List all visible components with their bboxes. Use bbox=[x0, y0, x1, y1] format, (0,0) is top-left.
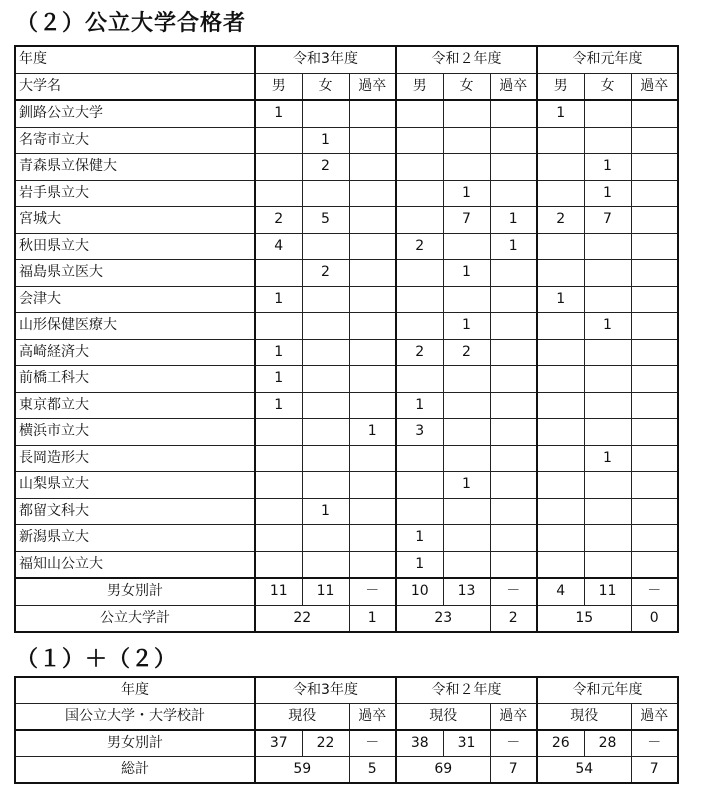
count-cell bbox=[537, 154, 584, 181]
count-cell: 1 bbox=[302, 127, 349, 154]
count-cell: 1 bbox=[584, 445, 631, 472]
count-cell bbox=[396, 100, 443, 127]
count-cell: 5 bbox=[302, 207, 349, 234]
count-cell bbox=[631, 339, 678, 366]
count-cell: 1 bbox=[537, 100, 584, 127]
count-cell bbox=[349, 260, 396, 287]
count-cell bbox=[349, 233, 396, 260]
count-cell bbox=[584, 525, 631, 552]
count-cell bbox=[396, 498, 443, 525]
count-cell: 1 bbox=[443, 180, 490, 207]
count-cell bbox=[349, 525, 396, 552]
sub-header: 過卒 bbox=[631, 704, 678, 731]
university-name: 横浜市立大 bbox=[15, 419, 255, 446]
count-cell: 1 bbox=[584, 154, 631, 181]
count-cell bbox=[537, 313, 584, 340]
count-cell bbox=[302, 286, 349, 313]
count-cell bbox=[537, 525, 584, 552]
count-cell bbox=[631, 525, 678, 552]
count-cell bbox=[302, 366, 349, 393]
count-cell bbox=[349, 472, 396, 499]
count-cell bbox=[631, 392, 678, 419]
gender-total-label: 男女別計 bbox=[15, 578, 255, 605]
count-cell: 1 bbox=[255, 366, 302, 393]
count-cell: 1 bbox=[584, 313, 631, 340]
count-cell: 1 bbox=[584, 180, 631, 207]
university-name: 宮城大 bbox=[15, 207, 255, 234]
count-cell bbox=[349, 313, 396, 340]
count-cell bbox=[631, 419, 678, 446]
count-cell: 1 bbox=[537, 286, 584, 313]
count-cell bbox=[631, 472, 678, 499]
count-cell bbox=[302, 180, 349, 207]
count-cell bbox=[631, 207, 678, 234]
count-cell bbox=[584, 366, 631, 393]
gender-total-cell: 4 bbox=[537, 578, 584, 605]
count-cell: 1 bbox=[396, 551, 443, 578]
year-header: 令和元年度 bbox=[537, 46, 678, 73]
count-cell bbox=[302, 392, 349, 419]
count-cell: 2 bbox=[443, 339, 490, 366]
count-cell bbox=[396, 313, 443, 340]
university-name: 新潟県立大 bbox=[15, 525, 255, 552]
university-name: 釧路公立大学 bbox=[15, 100, 255, 127]
count-cell bbox=[584, 233, 631, 260]
university-row bbox=[15, 127, 678, 154]
grand-total-cell: 54 bbox=[537, 757, 631, 784]
gender-total-row bbox=[15, 730, 678, 757]
count-cell bbox=[255, 551, 302, 578]
university-row bbox=[15, 339, 678, 366]
university-name: 福島県立医大 bbox=[15, 260, 255, 287]
count-cell: 1 bbox=[396, 525, 443, 552]
gender-total-cell: － bbox=[349, 578, 396, 605]
count-cell: 1 bbox=[255, 392, 302, 419]
sub-header-row bbox=[15, 704, 678, 731]
count-cell bbox=[490, 392, 537, 419]
count-cell bbox=[443, 286, 490, 313]
gender-total-cell: 37 bbox=[255, 730, 302, 757]
count-cell: 1 bbox=[255, 339, 302, 366]
grand-total-cell: 15 bbox=[537, 605, 631, 632]
university-row bbox=[15, 419, 678, 446]
count-cell bbox=[631, 260, 678, 287]
count-cell bbox=[443, 100, 490, 127]
count-cell: 1 bbox=[255, 286, 302, 313]
sub-header: 女 bbox=[584, 73, 631, 100]
gender-total-row bbox=[15, 578, 678, 605]
gender-total-cell: 11 bbox=[584, 578, 631, 605]
count-cell bbox=[349, 127, 396, 154]
count-cell bbox=[255, 498, 302, 525]
grand-total-cell: 22 bbox=[255, 605, 349, 632]
count-cell bbox=[537, 260, 584, 287]
count-cell: 1 bbox=[349, 419, 396, 446]
grand-total-cell: 59 bbox=[255, 757, 349, 784]
university-row bbox=[15, 551, 678, 578]
count-cell bbox=[584, 286, 631, 313]
count-cell bbox=[631, 100, 678, 127]
university-name: 岩手県立大 bbox=[15, 180, 255, 207]
count-cell bbox=[631, 233, 678, 260]
count-cell bbox=[631, 313, 678, 340]
count-cell: 2 bbox=[302, 260, 349, 287]
sub-header-row bbox=[15, 73, 678, 100]
count-cell bbox=[537, 551, 584, 578]
count-cell bbox=[537, 392, 584, 419]
university-name: 前橋工科大 bbox=[15, 366, 255, 393]
count-cell bbox=[490, 180, 537, 207]
count-cell bbox=[302, 419, 349, 446]
count-cell bbox=[302, 525, 349, 552]
university-row bbox=[15, 154, 678, 181]
university-name: 秋田県立大 bbox=[15, 233, 255, 260]
count-cell bbox=[584, 127, 631, 154]
university-row bbox=[15, 445, 678, 472]
count-cell: 1 bbox=[443, 260, 490, 287]
year-header: 令和3年度 bbox=[255, 46, 396, 73]
year-header: 令和3年度 bbox=[255, 677, 396, 704]
count-cell bbox=[584, 100, 631, 127]
grand-total-cell: 2 bbox=[490, 605, 537, 632]
count-cell bbox=[349, 551, 396, 578]
year-label: 年度 bbox=[15, 677, 255, 704]
gender-total-cell: － bbox=[349, 730, 396, 757]
combined-total-table bbox=[14, 676, 679, 784]
count-cell: 1 bbox=[255, 100, 302, 127]
count-cell bbox=[537, 498, 584, 525]
count-cell bbox=[443, 551, 490, 578]
grand-total-cell: 7 bbox=[490, 757, 537, 784]
count-cell bbox=[396, 260, 443, 287]
count-cell bbox=[537, 180, 584, 207]
grand-total-label: 公立大学計 bbox=[15, 605, 255, 632]
university-name: 山形保健医療大 bbox=[15, 313, 255, 340]
count-cell bbox=[537, 445, 584, 472]
grand-total-cell: 5 bbox=[349, 757, 396, 784]
sub-header: 男 bbox=[255, 73, 302, 100]
count-cell bbox=[490, 286, 537, 313]
university-name: 福知山公立大 bbox=[15, 551, 255, 578]
count-cell bbox=[396, 154, 443, 181]
count-cell bbox=[443, 445, 490, 472]
count-cell bbox=[396, 472, 443, 499]
count-cell: 2 bbox=[255, 207, 302, 234]
gender-total-cell: － bbox=[631, 730, 678, 757]
count-cell bbox=[490, 366, 537, 393]
count-cell bbox=[349, 180, 396, 207]
sub-header: 過卒 bbox=[490, 73, 537, 100]
sub-header: 過卒 bbox=[490, 704, 537, 731]
count-cell bbox=[349, 366, 396, 393]
count-cell bbox=[302, 339, 349, 366]
university-row bbox=[15, 180, 678, 207]
count-cell: 7 bbox=[584, 207, 631, 234]
count-cell bbox=[490, 472, 537, 499]
section-title-combined: （１）＋（２） bbox=[16, 647, 178, 672]
count-cell bbox=[537, 419, 584, 446]
sub-header: 男 bbox=[396, 73, 443, 100]
count-cell bbox=[490, 551, 537, 578]
grand-total-label: 総計 bbox=[15, 757, 255, 784]
gender-total-label: 男女別計 bbox=[15, 730, 255, 757]
university-row bbox=[15, 233, 678, 260]
sub-header: 男 bbox=[537, 73, 584, 100]
gender-total-cell: 10 bbox=[396, 578, 443, 605]
count-cell bbox=[396, 366, 443, 393]
gender-total-cell: 11 bbox=[302, 578, 349, 605]
count-cell bbox=[631, 366, 678, 393]
count-cell: 1 bbox=[490, 233, 537, 260]
university-name: 都留文科大 bbox=[15, 498, 255, 525]
university-name: 名寄市立大 bbox=[15, 127, 255, 154]
count-cell: 1 bbox=[396, 392, 443, 419]
count-cell bbox=[255, 260, 302, 287]
count-cell bbox=[443, 498, 490, 525]
gender-total-cell: 26 bbox=[537, 730, 584, 757]
count-cell bbox=[537, 472, 584, 499]
count-cell bbox=[255, 154, 302, 181]
count-cell bbox=[443, 525, 490, 552]
university-row bbox=[15, 286, 678, 313]
count-cell bbox=[255, 180, 302, 207]
count-cell bbox=[349, 100, 396, 127]
count-cell bbox=[537, 127, 584, 154]
gender-total-cell: 31 bbox=[443, 730, 490, 757]
grand-total-cell: 0 bbox=[631, 605, 678, 632]
sub-header: 女 bbox=[302, 73, 349, 100]
public-university-table bbox=[14, 45, 679, 633]
count-cell: 3 bbox=[396, 419, 443, 446]
gender-total-cell: 28 bbox=[584, 730, 631, 757]
count-cell bbox=[584, 419, 631, 446]
count-cell bbox=[490, 445, 537, 472]
year-label: 年度 bbox=[15, 46, 255, 73]
count-cell bbox=[302, 100, 349, 127]
count-cell bbox=[302, 472, 349, 499]
count-cell: 7 bbox=[443, 207, 490, 234]
sub-header: 過卒 bbox=[349, 73, 396, 100]
count-cell bbox=[490, 498, 537, 525]
count-cell bbox=[396, 127, 443, 154]
count-cell bbox=[255, 472, 302, 499]
count-cell: 2 bbox=[302, 154, 349, 181]
count-cell bbox=[443, 392, 490, 419]
gender-total-cell: － bbox=[490, 730, 537, 757]
count-cell bbox=[349, 339, 396, 366]
university-name: 高崎経済大 bbox=[15, 339, 255, 366]
count-cell bbox=[584, 498, 631, 525]
university-row bbox=[15, 366, 678, 393]
count-cell bbox=[443, 233, 490, 260]
count-cell bbox=[631, 286, 678, 313]
university-name: 会津大 bbox=[15, 286, 255, 313]
count-cell bbox=[349, 498, 396, 525]
gender-total-cell: 13 bbox=[443, 578, 490, 605]
count-cell bbox=[443, 366, 490, 393]
count-cell bbox=[631, 154, 678, 181]
grand-total-cell: 23 bbox=[396, 605, 490, 632]
university-row bbox=[15, 313, 678, 340]
count-cell bbox=[396, 180, 443, 207]
count-cell bbox=[255, 419, 302, 446]
count-cell bbox=[631, 180, 678, 207]
count-cell bbox=[255, 127, 302, 154]
count-cell bbox=[584, 392, 631, 419]
university-row bbox=[15, 260, 678, 287]
count-cell bbox=[302, 551, 349, 578]
count-cell: 1 bbox=[443, 472, 490, 499]
university-row bbox=[15, 207, 678, 234]
year-header: 令和２年度 bbox=[396, 46, 537, 73]
count-cell bbox=[584, 260, 631, 287]
count-cell bbox=[443, 127, 490, 154]
university-name-label: 大学名 bbox=[15, 73, 255, 100]
sub-header: 現役 bbox=[537, 704, 631, 731]
count-cell bbox=[349, 154, 396, 181]
count-cell bbox=[490, 154, 537, 181]
count-cell bbox=[631, 445, 678, 472]
sub-header: 女 bbox=[443, 73, 490, 100]
count-cell bbox=[255, 313, 302, 340]
grand-total-cell: 1 bbox=[349, 605, 396, 632]
grand-total-cell: 69 bbox=[396, 757, 490, 784]
university-row bbox=[15, 472, 678, 499]
sub-header: 現役 bbox=[255, 704, 349, 731]
count-cell: 2 bbox=[396, 339, 443, 366]
count-cell: 1 bbox=[490, 207, 537, 234]
grand-total-row bbox=[15, 757, 678, 784]
university-row bbox=[15, 498, 678, 525]
gender-total-cell: 22 bbox=[302, 730, 349, 757]
year-header: 令和２年度 bbox=[396, 677, 537, 704]
university-name: 長岡造形大 bbox=[15, 445, 255, 472]
count-cell bbox=[490, 339, 537, 366]
count-cell bbox=[537, 339, 584, 366]
count-cell bbox=[255, 525, 302, 552]
combined-sub-label: 国公立大学・大学校計 bbox=[15, 704, 255, 731]
count-cell: 4 bbox=[255, 233, 302, 260]
university-row bbox=[15, 392, 678, 419]
grand-total-row bbox=[15, 605, 678, 632]
grand-total-cell: 7 bbox=[631, 757, 678, 784]
year-header-row bbox=[15, 46, 678, 73]
university-row bbox=[15, 525, 678, 552]
count-cell bbox=[537, 233, 584, 260]
count-cell bbox=[537, 366, 584, 393]
university-name: 東京都立大 bbox=[15, 392, 255, 419]
university-row bbox=[15, 100, 678, 127]
count-cell bbox=[396, 445, 443, 472]
count-cell bbox=[631, 551, 678, 578]
count-cell bbox=[584, 472, 631, 499]
count-cell bbox=[443, 419, 490, 446]
sub-header: 過卒 bbox=[349, 704, 396, 731]
gender-total-cell: － bbox=[631, 578, 678, 605]
count-cell: 1 bbox=[443, 313, 490, 340]
count-cell bbox=[490, 260, 537, 287]
year-header-row bbox=[15, 677, 678, 704]
count-cell bbox=[255, 445, 302, 472]
sub-header: 過卒 bbox=[631, 73, 678, 100]
count-cell bbox=[349, 286, 396, 313]
count-cell bbox=[631, 498, 678, 525]
count-cell: 2 bbox=[396, 233, 443, 260]
year-header: 令和元年度 bbox=[537, 677, 678, 704]
count-cell bbox=[349, 207, 396, 234]
count-cell bbox=[396, 207, 443, 234]
count-cell bbox=[490, 419, 537, 446]
count-cell bbox=[490, 127, 537, 154]
count-cell bbox=[302, 445, 349, 472]
university-name: 青森県立保健大 bbox=[15, 154, 255, 181]
count-cell bbox=[490, 100, 537, 127]
count-cell bbox=[584, 551, 631, 578]
count-cell bbox=[584, 339, 631, 366]
count-cell bbox=[490, 313, 537, 340]
count-cell bbox=[302, 313, 349, 340]
gender-total-cell: － bbox=[490, 578, 537, 605]
count-cell bbox=[349, 392, 396, 419]
gender-total-cell: 11 bbox=[255, 578, 302, 605]
sub-header: 現役 bbox=[396, 704, 490, 731]
count-cell: 2 bbox=[537, 207, 584, 234]
count-cell bbox=[396, 286, 443, 313]
gender-total-cell: 38 bbox=[396, 730, 443, 757]
count-cell: 1 bbox=[302, 498, 349, 525]
count-cell bbox=[443, 154, 490, 181]
section-title-public-universities: （２）公立大学合格者 bbox=[16, 11, 247, 36]
count-cell bbox=[302, 233, 349, 260]
count-cell bbox=[631, 127, 678, 154]
university-name: 山梨県立大 bbox=[15, 472, 255, 499]
count-cell bbox=[349, 445, 396, 472]
count-cell bbox=[490, 525, 537, 552]
